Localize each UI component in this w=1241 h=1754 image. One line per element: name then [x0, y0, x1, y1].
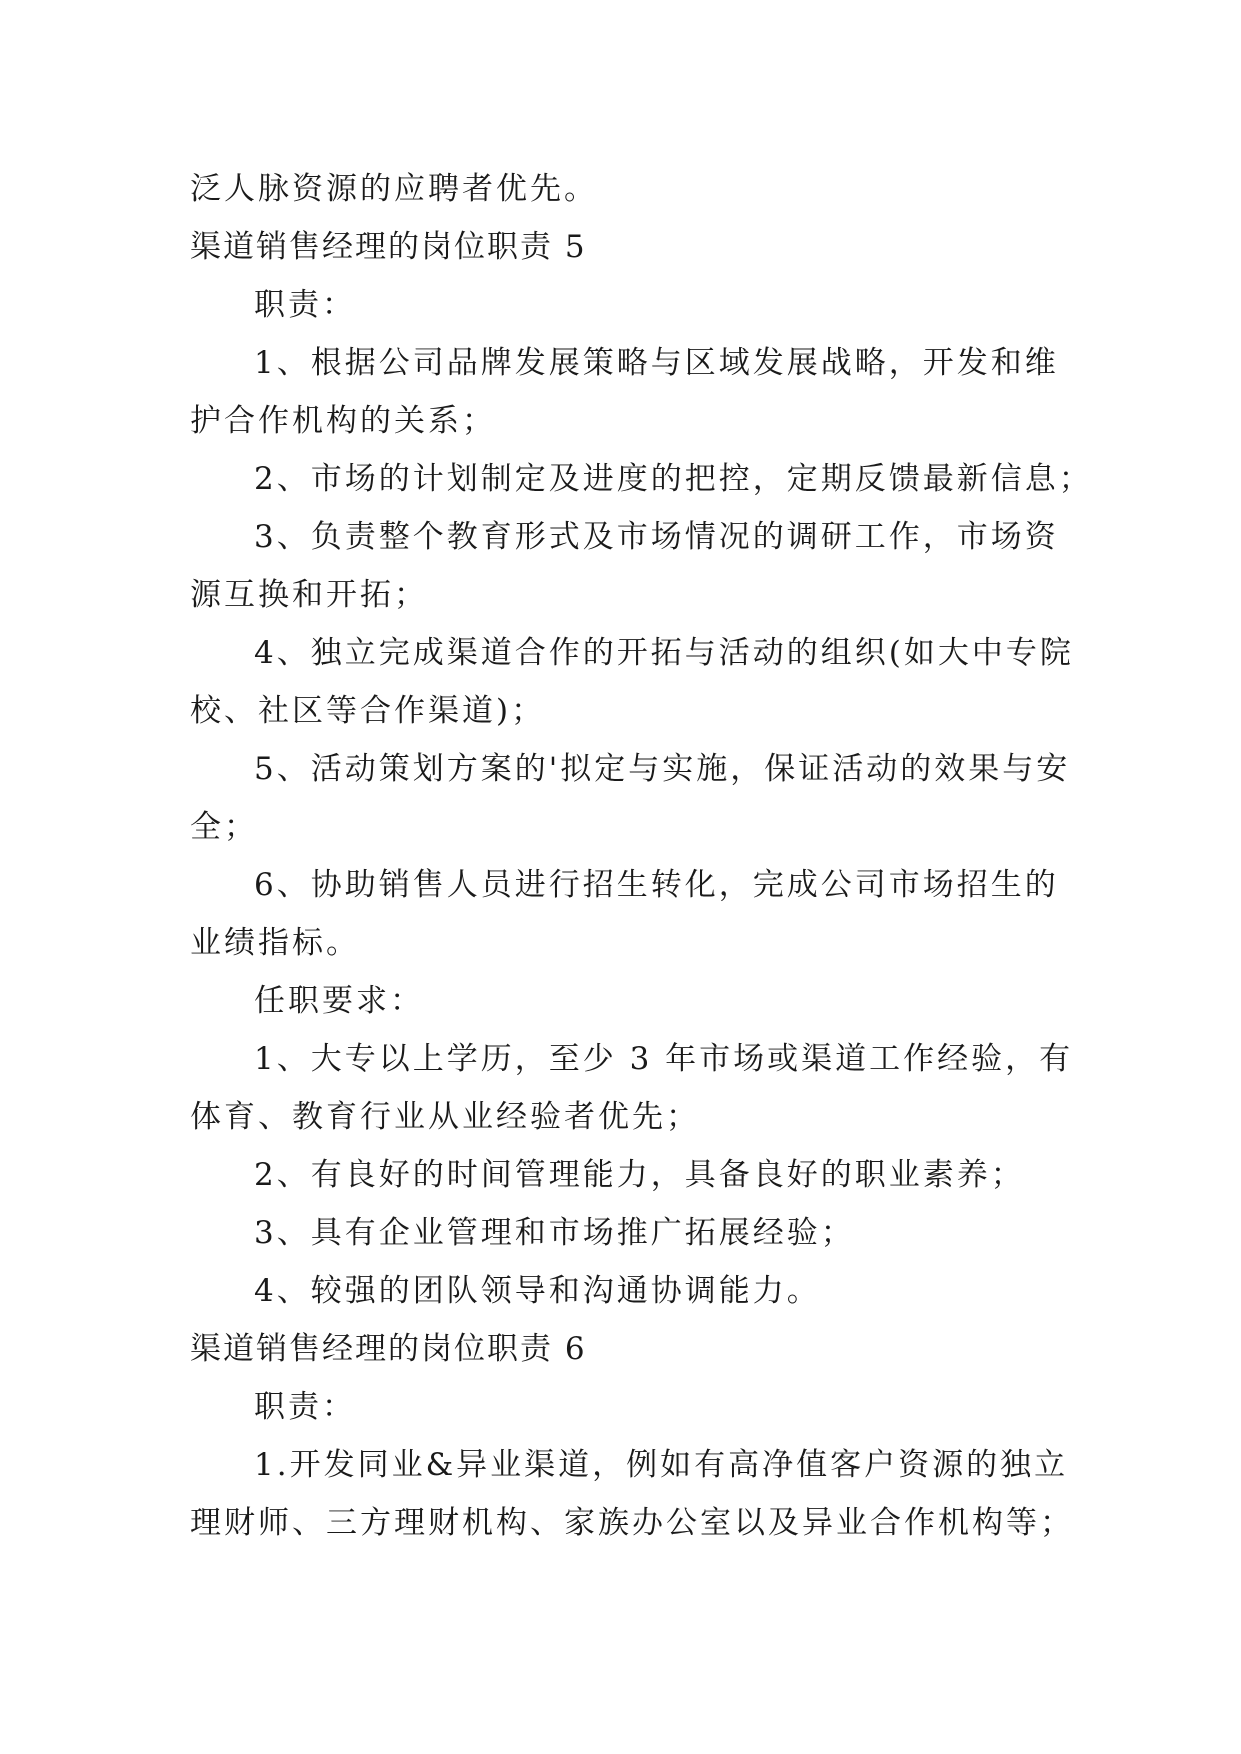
requirement-item-1-cont: 体育、教育行业从业经验者优先； [190, 1099, 700, 1135]
duty-item-6-1-cont: 理财师、三方理财机构、家族办公室以及异业合作机构等； [190, 1505, 1074, 1541]
duty-item-1: 1、根据公司品牌发展策略与区域发展战略，开发和维 [254, 345, 1059, 381]
duty-item-3: 3、负责整个教育形式及市场情况的调研工作，市场资 [254, 519, 1059, 555]
section-heading-6: 渠道销售经理的岗位职责 6 [190, 1331, 587, 1367]
duties-label-2: 职责： [254, 1389, 356, 1425]
duty-item-5: 5、活动策划方案的'拟定与实施，保证活动的效果与安 [254, 751, 1071, 787]
section-heading-5: 渠道销售经理的岗位职责 5 [190, 229, 587, 265]
duty-item-6-1: 1.开发同业&异业渠道，例如有高净值客户资源的独立 [254, 1447, 1069, 1483]
duty-item-2: 2、市场的计划制定及进度的把控，定期反馈最新信息； [254, 461, 1093, 497]
duty-item-6-cont: 业绩指标。 [190, 925, 360, 961]
duty-item-4: 4、独立完成渠道合作的开拓与活动的组织(如大中专院 [254, 635, 1074, 671]
duty-item-5-cont: 全； [190, 809, 258, 845]
requirement-item-4: 4、较强的团队领导和沟通协调能力。 [254, 1273, 821, 1309]
document-body [190, 160, 1093, 1552]
requirement-item-1: 1、大专以上学历，至少 3 年市场或渠道工作经验，有 [254, 1041, 1074, 1077]
duties-label: 职责： [254, 287, 356, 323]
requirements-label: 任职要求： [254, 983, 424, 1019]
duty-item-6: 6、协助销售人员进行招生转化，完成公司市场招生的 [254, 867, 1059, 903]
requirement-item-2: 2、有良好的时间管理能力，具备良好的职业素养； [254, 1157, 1025, 1193]
requirement-item-3: 3、具有企业管理和市场推广拓展经验； [254, 1215, 855, 1251]
text-line: 泛人脉资源的应聘者优先。 [190, 171, 598, 207]
duty-item-3-cont: 源互换和开拓； [190, 577, 428, 613]
duty-item-1-cont: 护合作机构的关系； [190, 403, 496, 439]
duty-item-4-cont: 校、社区等合作渠道)； [190, 693, 546, 729]
